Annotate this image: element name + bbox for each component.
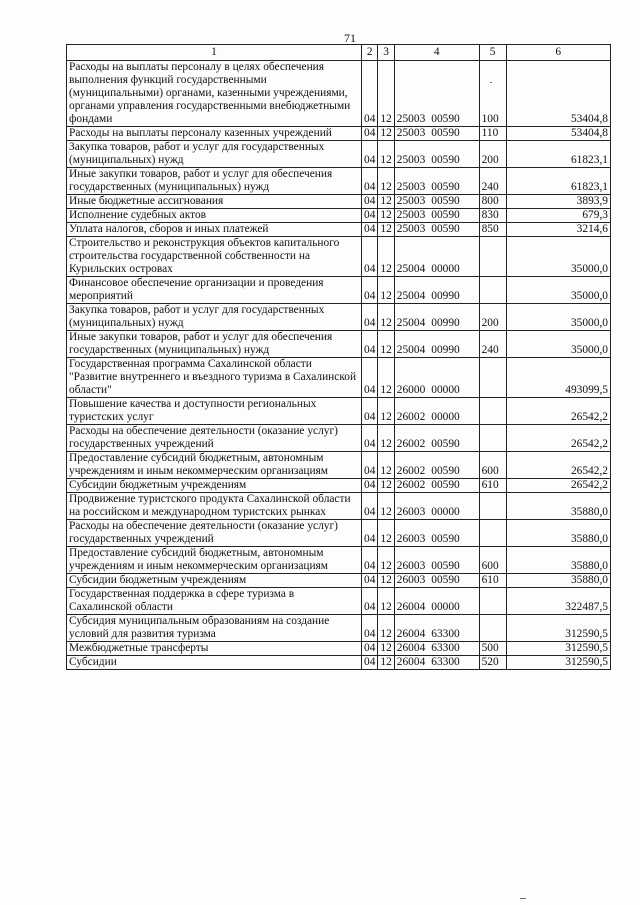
row-expense-type-code: 850 bbox=[479, 223, 506, 237]
row-expense-type-code bbox=[479, 588, 506, 615]
table-row bbox=[67, 656, 611, 670]
target-code-direction: 00590 bbox=[431, 574, 460, 586]
page-number: 71 bbox=[344, 31, 356, 45]
table-row bbox=[67, 588, 611, 615]
target-code-direction: 63300 bbox=[431, 628, 460, 640]
row-target-code bbox=[394, 61, 479, 127]
target-code-program: 25004 bbox=[396, 317, 426, 329]
row-target-code bbox=[394, 331, 479, 358]
row-amount: 35000,0 bbox=[506, 277, 610, 304]
row-section-code: 04 bbox=[362, 237, 378, 277]
row-name: Расходы на обеспечение деятельности (оказание услуг) государственных учреждений bbox=[67, 425, 362, 452]
row-subsection-code: 12 bbox=[378, 331, 394, 358]
row-target-code bbox=[394, 588, 479, 615]
target-code-direction: 00000 bbox=[431, 601, 460, 613]
budget-table bbox=[66, 44, 611, 670]
row-target-code bbox=[394, 398, 479, 425]
row-subsection-code: 12 bbox=[378, 141, 394, 168]
target-code-program: 26003 bbox=[396, 533, 426, 545]
target-code-program: 26002 bbox=[396, 438, 426, 450]
table-body bbox=[67, 61, 611, 670]
row-amount: 3893,9 bbox=[506, 195, 610, 209]
row-amount: 26542,2 bbox=[506, 398, 610, 425]
table-row bbox=[67, 398, 611, 425]
row-expense-type-code: 240 bbox=[479, 168, 506, 195]
row-section-code: 04 bbox=[362, 141, 378, 168]
table-header-row bbox=[67, 45, 611, 61]
row-section-code: 04 bbox=[362, 520, 378, 547]
row-amount: 53404,8 bbox=[506, 61, 610, 127]
target-code-program: 25004 bbox=[396, 290, 426, 302]
row-subsection-code: 12 bbox=[378, 574, 394, 588]
target-code-direction: 63300 bbox=[431, 642, 460, 654]
target-code-program: 26004 bbox=[396, 642, 426, 654]
row-target-code bbox=[394, 656, 479, 670]
row-expense-type-code bbox=[479, 237, 506, 277]
row-target-code bbox=[394, 223, 479, 237]
row-section-code: 04 bbox=[362, 574, 378, 588]
table-row bbox=[67, 168, 611, 195]
row-name: Субсидии bbox=[67, 656, 362, 670]
row-subsection-code: 12 bbox=[378, 479, 394, 493]
row-amount: 312590,5 bbox=[506, 642, 610, 656]
row-name: Предоставление субсидий бюджетным, автономным учреждениям и иным некоммерческим организациям bbox=[67, 452, 362, 479]
row-name: Субсидии бюджетным учреждениям bbox=[67, 479, 362, 493]
row-section-code: 04 bbox=[362, 223, 378, 237]
row-target-code bbox=[394, 358, 479, 398]
row-expense-type-code bbox=[479, 358, 506, 398]
row-name: Закупка товаров, работ и услуг для государственных (муниципальных) нужд bbox=[67, 141, 362, 168]
row-subsection-code: 12 bbox=[378, 304, 394, 331]
row-amount: 3214,6 bbox=[506, 223, 610, 237]
row-subsection-code: 12 bbox=[378, 358, 394, 398]
row-name: Расходы на выплаты персоналу казенных учреждений bbox=[67, 127, 362, 141]
target-code-direction: 63300 bbox=[431, 656, 460, 668]
column-header-3: 3 bbox=[378, 45, 394, 61]
row-name: Иные закупки товаров, работ и услуг для обеспечения государственных (муниципальных) нужд bbox=[67, 331, 362, 358]
row-section-code: 04 bbox=[362, 127, 378, 141]
target-code-direction: 00590 bbox=[431, 438, 460, 450]
target-code-program: 25003 bbox=[396, 181, 426, 193]
target-code-program: 26002 bbox=[396, 465, 426, 477]
table-row bbox=[67, 61, 611, 127]
table-row bbox=[67, 127, 611, 141]
row-subsection-code: 12 bbox=[378, 642, 394, 656]
row-expense-type-code: 610 bbox=[479, 479, 506, 493]
target-code-direction: 00990 bbox=[431, 317, 460, 329]
row-section-code: 04 bbox=[362, 277, 378, 304]
row-target-code bbox=[394, 168, 479, 195]
row-name: Продвижение туристского продукта Сахалинской области на российском и международном туристских рынках bbox=[67, 493, 362, 520]
target-code-program: 25003 bbox=[396, 154, 426, 166]
row-target-code bbox=[394, 209, 479, 223]
row-section-code: 04 bbox=[362, 358, 378, 398]
row-subsection-code: 12 bbox=[378, 588, 394, 615]
target-code-program: 26000 bbox=[396, 384, 426, 396]
row-amount: 35000,0 bbox=[506, 331, 610, 358]
target-code-direction: 00000 bbox=[431, 384, 460, 396]
row-name: Уплата налогов, сборов и иных платежей bbox=[67, 223, 362, 237]
target-code-program: 25003 bbox=[396, 127, 426, 139]
column-header-2: 2 bbox=[362, 45, 378, 61]
column-header-4: 4 bbox=[394, 45, 479, 61]
target-code-direction: 00000 bbox=[431, 506, 460, 518]
row-section-code: 04 bbox=[362, 398, 378, 425]
row-target-code bbox=[394, 615, 479, 642]
row-subsection-code: 12 bbox=[378, 425, 394, 452]
row-amount: 679,3 bbox=[506, 209, 610, 223]
row-section-code: 04 bbox=[362, 615, 378, 642]
row-target-code bbox=[394, 277, 479, 304]
row-name: Иные закупки товаров, работ и услуг для обеспечения государственных (муниципальных) нужд bbox=[67, 168, 362, 195]
row-subsection-code: 12 bbox=[378, 61, 394, 127]
target-code-direction: 00590 bbox=[431, 209, 460, 221]
row-target-code bbox=[394, 304, 479, 331]
row-section-code: 04 bbox=[362, 331, 378, 358]
row-target-code bbox=[394, 642, 479, 656]
row-name: Субсидия муниципальным образованиям на создание условий для развития туризма bbox=[67, 615, 362, 642]
row-expense-type-code: 600 bbox=[479, 452, 506, 479]
target-code-direction: 00590 bbox=[431, 127, 460, 139]
row-section-code: 04 bbox=[362, 168, 378, 195]
row-expense-type-code: 520 bbox=[479, 656, 506, 670]
target-code-direction: 00590 bbox=[431, 560, 460, 572]
target-code-direction: 00000 bbox=[431, 411, 460, 423]
row-subsection-code: 12 bbox=[378, 127, 394, 141]
row-subsection-code: 12 bbox=[378, 223, 394, 237]
row-target-code bbox=[394, 493, 479, 520]
column-header-5: 5 bbox=[479, 45, 506, 61]
row-expense-type-code bbox=[479, 520, 506, 547]
row-section-code: 04 bbox=[362, 588, 378, 615]
row-section-code: 04 bbox=[362, 656, 378, 670]
row-section-code: 04 bbox=[362, 493, 378, 520]
row-section-code: 04 bbox=[362, 642, 378, 656]
row-expense-type-code bbox=[479, 398, 506, 425]
row-name: Иные бюджетные ассигнования bbox=[67, 195, 362, 209]
table-row bbox=[67, 547, 611, 574]
row-amount: 493099,5 bbox=[506, 358, 610, 398]
table-row bbox=[67, 277, 611, 304]
table-row bbox=[67, 574, 611, 588]
row-amount: 26542,2 bbox=[506, 452, 610, 479]
row-target-code bbox=[394, 195, 479, 209]
row-amount: 35000,0 bbox=[506, 237, 610, 277]
row-section-code: 04 bbox=[362, 304, 378, 331]
target-code-program: 26002 bbox=[396, 479, 426, 491]
row-expense-type-code: 800 bbox=[479, 195, 506, 209]
row-section-code: 04 bbox=[362, 479, 378, 493]
row-name: Финансовое обеспечение организации и проведения мероприятий bbox=[67, 277, 362, 304]
row-expense-type-code: 200 bbox=[479, 304, 506, 331]
scan-speck bbox=[520, 898, 526, 899]
table-row bbox=[67, 358, 611, 398]
row-subsection-code: 12 bbox=[378, 195, 394, 209]
target-code-program: 25003 bbox=[396, 113, 426, 125]
row-amount: 35880,0 bbox=[506, 547, 610, 574]
row-expense-type-code: 600 bbox=[479, 547, 506, 574]
row-name: Исполнение судебных актов bbox=[67, 209, 362, 223]
row-subsection-code: 12 bbox=[378, 493, 394, 520]
row-expense-type-code: 110 bbox=[479, 127, 506, 141]
row-subsection-code: 12 bbox=[378, 615, 394, 642]
target-code-program: 26004 bbox=[396, 656, 426, 668]
target-code-program: 25003 bbox=[396, 209, 426, 221]
table-row bbox=[67, 195, 611, 209]
row-expense-type-code: 100 bbox=[479, 61, 506, 127]
target-code-direction: 00590 bbox=[431, 223, 460, 235]
row-amount: 61823,1 bbox=[506, 168, 610, 195]
row-expense-type-code: 830 bbox=[479, 209, 506, 223]
row-expense-type-code: 500 bbox=[479, 642, 506, 656]
row-amount: 35880,0 bbox=[506, 493, 610, 520]
table-row bbox=[67, 425, 611, 452]
table-row bbox=[67, 642, 611, 656]
row-subsection-code: 12 bbox=[378, 520, 394, 547]
row-name: Предоставление субсидий бюджетным, автономным учреждениям и иным некоммерческим организациям bbox=[67, 547, 362, 574]
table-row bbox=[67, 141, 611, 168]
row-name: Субсидии бюджетным учреждениям bbox=[67, 574, 362, 588]
target-code-direction: 00590 bbox=[431, 154, 460, 166]
row-amount: 35880,0 bbox=[506, 520, 610, 547]
target-code-program: 25003 bbox=[396, 223, 426, 235]
target-code-direction: 00590 bbox=[431, 479, 460, 491]
table-row bbox=[67, 479, 611, 493]
row-amount: 35000,0 bbox=[506, 304, 610, 331]
row-target-code bbox=[394, 547, 479, 574]
row-amount: 26542,2 bbox=[506, 425, 610, 452]
target-code-program: 26003 bbox=[396, 574, 426, 586]
target-code-program: 26004 bbox=[396, 628, 426, 640]
row-name: Повышение качества и доступности региональных туристских услуг bbox=[67, 398, 362, 425]
target-code-program: 26003 bbox=[396, 506, 426, 518]
table-row bbox=[67, 452, 611, 479]
row-name: Расходы на выплаты персоналу в целях обеспечения выполнения функций государственными (муниципальными) органами, казенными учреждениями, органами управления государственными внебюджетными фондами bbox=[67, 61, 362, 127]
row-amount: 312590,5 bbox=[506, 656, 610, 670]
row-expense-type-code: 240 bbox=[479, 331, 506, 358]
table-row bbox=[67, 209, 611, 223]
row-subsection-code: 12 bbox=[378, 209, 394, 223]
target-code-program: 25003 bbox=[396, 195, 426, 207]
target-code-program: 26003 bbox=[396, 560, 426, 572]
row-name: Государственная программа Сахалинской области "Развитие внутреннего и въездного туризма в Сахалинской области" bbox=[67, 358, 362, 398]
row-name: Межбюджетные трансферты bbox=[67, 642, 362, 656]
row-subsection-code: 12 bbox=[378, 277, 394, 304]
row-name: Закупка товаров, работ и услуг для государственных (муниципальных) нужд bbox=[67, 304, 362, 331]
target-code-direction: 00590 bbox=[431, 113, 460, 125]
row-section-code: 04 bbox=[362, 452, 378, 479]
row-section-code: 04 bbox=[362, 195, 378, 209]
row-expense-type-code bbox=[479, 425, 506, 452]
row-expense-type-code bbox=[479, 493, 506, 520]
row-target-code bbox=[394, 452, 479, 479]
row-expense-type-code bbox=[479, 277, 506, 304]
table-row bbox=[67, 223, 611, 237]
row-target-code bbox=[394, 141, 479, 168]
column-header-6: 6 bbox=[506, 45, 610, 61]
row-subsection-code: 12 bbox=[378, 168, 394, 195]
table-row bbox=[67, 493, 611, 520]
table-row bbox=[67, 237, 611, 277]
target-code-direction: 00990 bbox=[431, 344, 460, 356]
row-subsection-code: 12 bbox=[378, 656, 394, 670]
table-row bbox=[67, 331, 611, 358]
row-expense-type-code bbox=[479, 615, 506, 642]
row-amount: 35880,0 bbox=[506, 574, 610, 588]
row-target-code bbox=[394, 127, 479, 141]
row-amount: 61823,1 bbox=[506, 141, 610, 168]
row-expense-type-code: 200 bbox=[479, 141, 506, 168]
target-code-direction: 00990 bbox=[431, 290, 460, 302]
target-code-program: 25004 bbox=[396, 263, 426, 275]
table-row bbox=[67, 615, 611, 642]
row-amount: 312590,5 bbox=[506, 615, 610, 642]
target-code-program: 25004 bbox=[396, 344, 426, 356]
row-expense-type-code: 610 bbox=[479, 574, 506, 588]
row-subsection-code: 12 bbox=[378, 547, 394, 574]
target-code-direction: 00590 bbox=[431, 533, 460, 545]
target-code-direction: 00590 bbox=[431, 181, 460, 193]
row-name: Строительство и реконструкция объектов капитального строительства государственной собственности на Курильских островах bbox=[67, 237, 362, 277]
table-row bbox=[67, 304, 611, 331]
row-target-code bbox=[394, 574, 479, 588]
row-target-code bbox=[394, 237, 479, 277]
target-code-direction: 00590 bbox=[431, 195, 460, 207]
row-target-code bbox=[394, 520, 479, 547]
row-name: Государственная поддержка в сфере туризма в Сахалинской области bbox=[67, 588, 362, 615]
row-subsection-code: 12 bbox=[378, 237, 394, 277]
table-row bbox=[67, 520, 611, 547]
row-name: Расходы на обеспечение деятельности (оказание услуг) государственных учреждений bbox=[67, 520, 362, 547]
row-amount: 26542,2 bbox=[506, 479, 610, 493]
row-subsection-code: 12 bbox=[378, 398, 394, 425]
target-code-program: 26002 bbox=[396, 411, 426, 423]
scan-speck bbox=[490, 82, 492, 83]
row-target-code bbox=[394, 479, 479, 493]
row-section-code: 04 bbox=[362, 425, 378, 452]
row-section-code: 04 bbox=[362, 547, 378, 574]
target-code-direction: 00590 bbox=[431, 465, 460, 477]
row-amount: 322487,5 bbox=[506, 588, 610, 615]
row-amount: 53404,8 bbox=[506, 127, 610, 141]
row-subsection-code: 12 bbox=[378, 452, 394, 479]
column-header-1: 1 bbox=[67, 45, 362, 61]
target-code-direction: 00000 bbox=[431, 263, 460, 275]
target-code-program: 26004 bbox=[396, 601, 426, 613]
row-section-code: 04 bbox=[362, 209, 378, 223]
row-section-code: 04 bbox=[362, 61, 378, 127]
row-target-code bbox=[394, 425, 479, 452]
